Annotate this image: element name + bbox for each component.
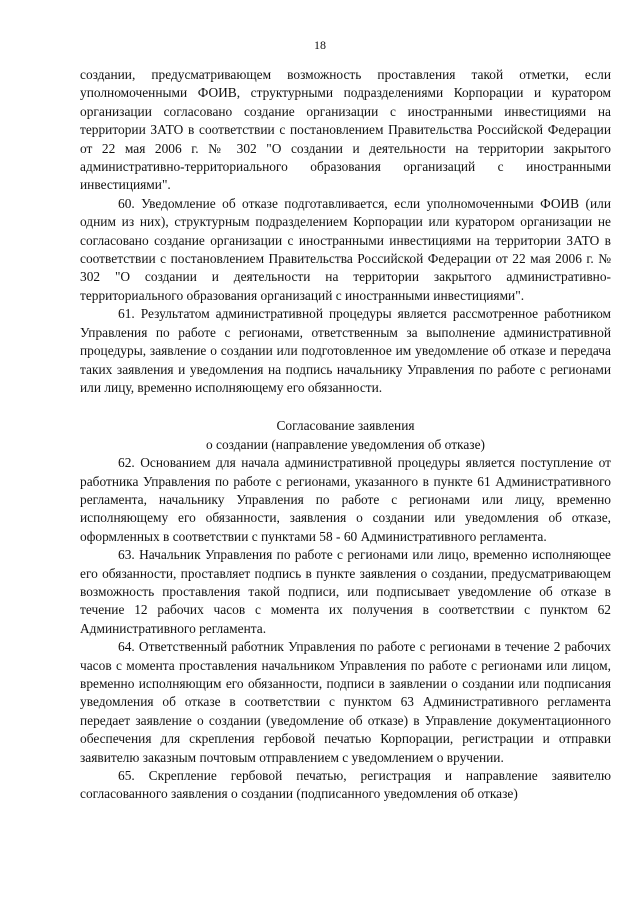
section-heading-line-1: Согласование заявления xyxy=(276,418,415,434)
paragraph-61: 61. Результатом административной процедуры является рассмотренное работником Управления по работе с регионами, ответственным за выполнение административной процедуры, заявление о создании или подготовленное им уведомление об отказе и передача таких заявления и уведомления на подпись начальнику Управления по работе с регионами или лицу, временно исполняющему его обязанности. xyxy=(80,306,611,395)
paragraph-60: 60. Уведомление об отказе подготавливается, если уполномоченными ФОИВ (или одним из них), структурным подразделением Корпорации или куратором организации не согласовано создание организации с иностранными инвестициями на территории ЗАТО в соответствии с постановлением Правительства Российской Федерации от 22 мая 2006 г. № 302 "О создании и деятельности на территории закрытого административно-территориального образования организаций с иностранными инвестициями". xyxy=(80,195,611,303)
page-number: 18 xyxy=(314,38,326,52)
section-heading xyxy=(80,417,611,454)
paragraph-65: 65. Скрепление гербовой печатью, регистрация и направление заявителю согласованного заявления о создании (подписанного уведомления об отказе) xyxy=(80,768,611,802)
document-body xyxy=(80,66,611,804)
paragraph-64: 64. Ответственный работник Управления по работе с регионами в течение 2 рабочих часов с момента проставления начальником Управления по работе с регионами или лицом, временно исполняющим его обязанности, подписи в заявлении о создании или подписания уведомления об отказе в соответствии с пунктом 63 Административного регламента передает заявление о создании (уведомление об отказе) в Управление документационного обеспечения для скрепления гербовой печатью Корпорации, регистрации и отправки заявителю заказным почтовым отправлением с уведомлением о вручении. xyxy=(80,639,611,765)
paragraph-62: 62. Основанием для начала административной процедуры является поступление от работника Управления по работе с регионами, указанного в пункте 61 Административного регламента, начальнику Управления по работе с регионами или лицу, временно исполняющему его обязанности, заявления о создании или уведомления об отказе, оформленных в соответствии с пунктами 58 - 60 Административного регламента. xyxy=(80,455,611,544)
paragraph-continuation: создании, предусматривающем возможность проставления такой отметки, если уполномоченными ФОИВ, структурными подразделениями Корпорации и куратором организации согласовано создание организации с иностранными инвестициями на территории ЗАТО в соответствии с постановлением Правительства Российской Федерации от 22 мая 2006 г. № 302 "О создании и деятельности на территории закрытого административно-территориального образования организаций с иностранными инвестициями". xyxy=(80,67,611,193)
paragraph-63: 63. Начальник Управления по работе с регионами или лицо, временно исполняющее его обязанности, проставляет подпись в пункте заявления о создании, предусматривающем возможность проставления такой подписи, или подписывает уведомление об отказе в течение 12 рабочих часов с момента их получения в соответствии с пунктом 62 Административного регламента. xyxy=(80,547,611,636)
section-heading-line-2: о создании (направление уведомления об отказе) xyxy=(206,436,485,452)
